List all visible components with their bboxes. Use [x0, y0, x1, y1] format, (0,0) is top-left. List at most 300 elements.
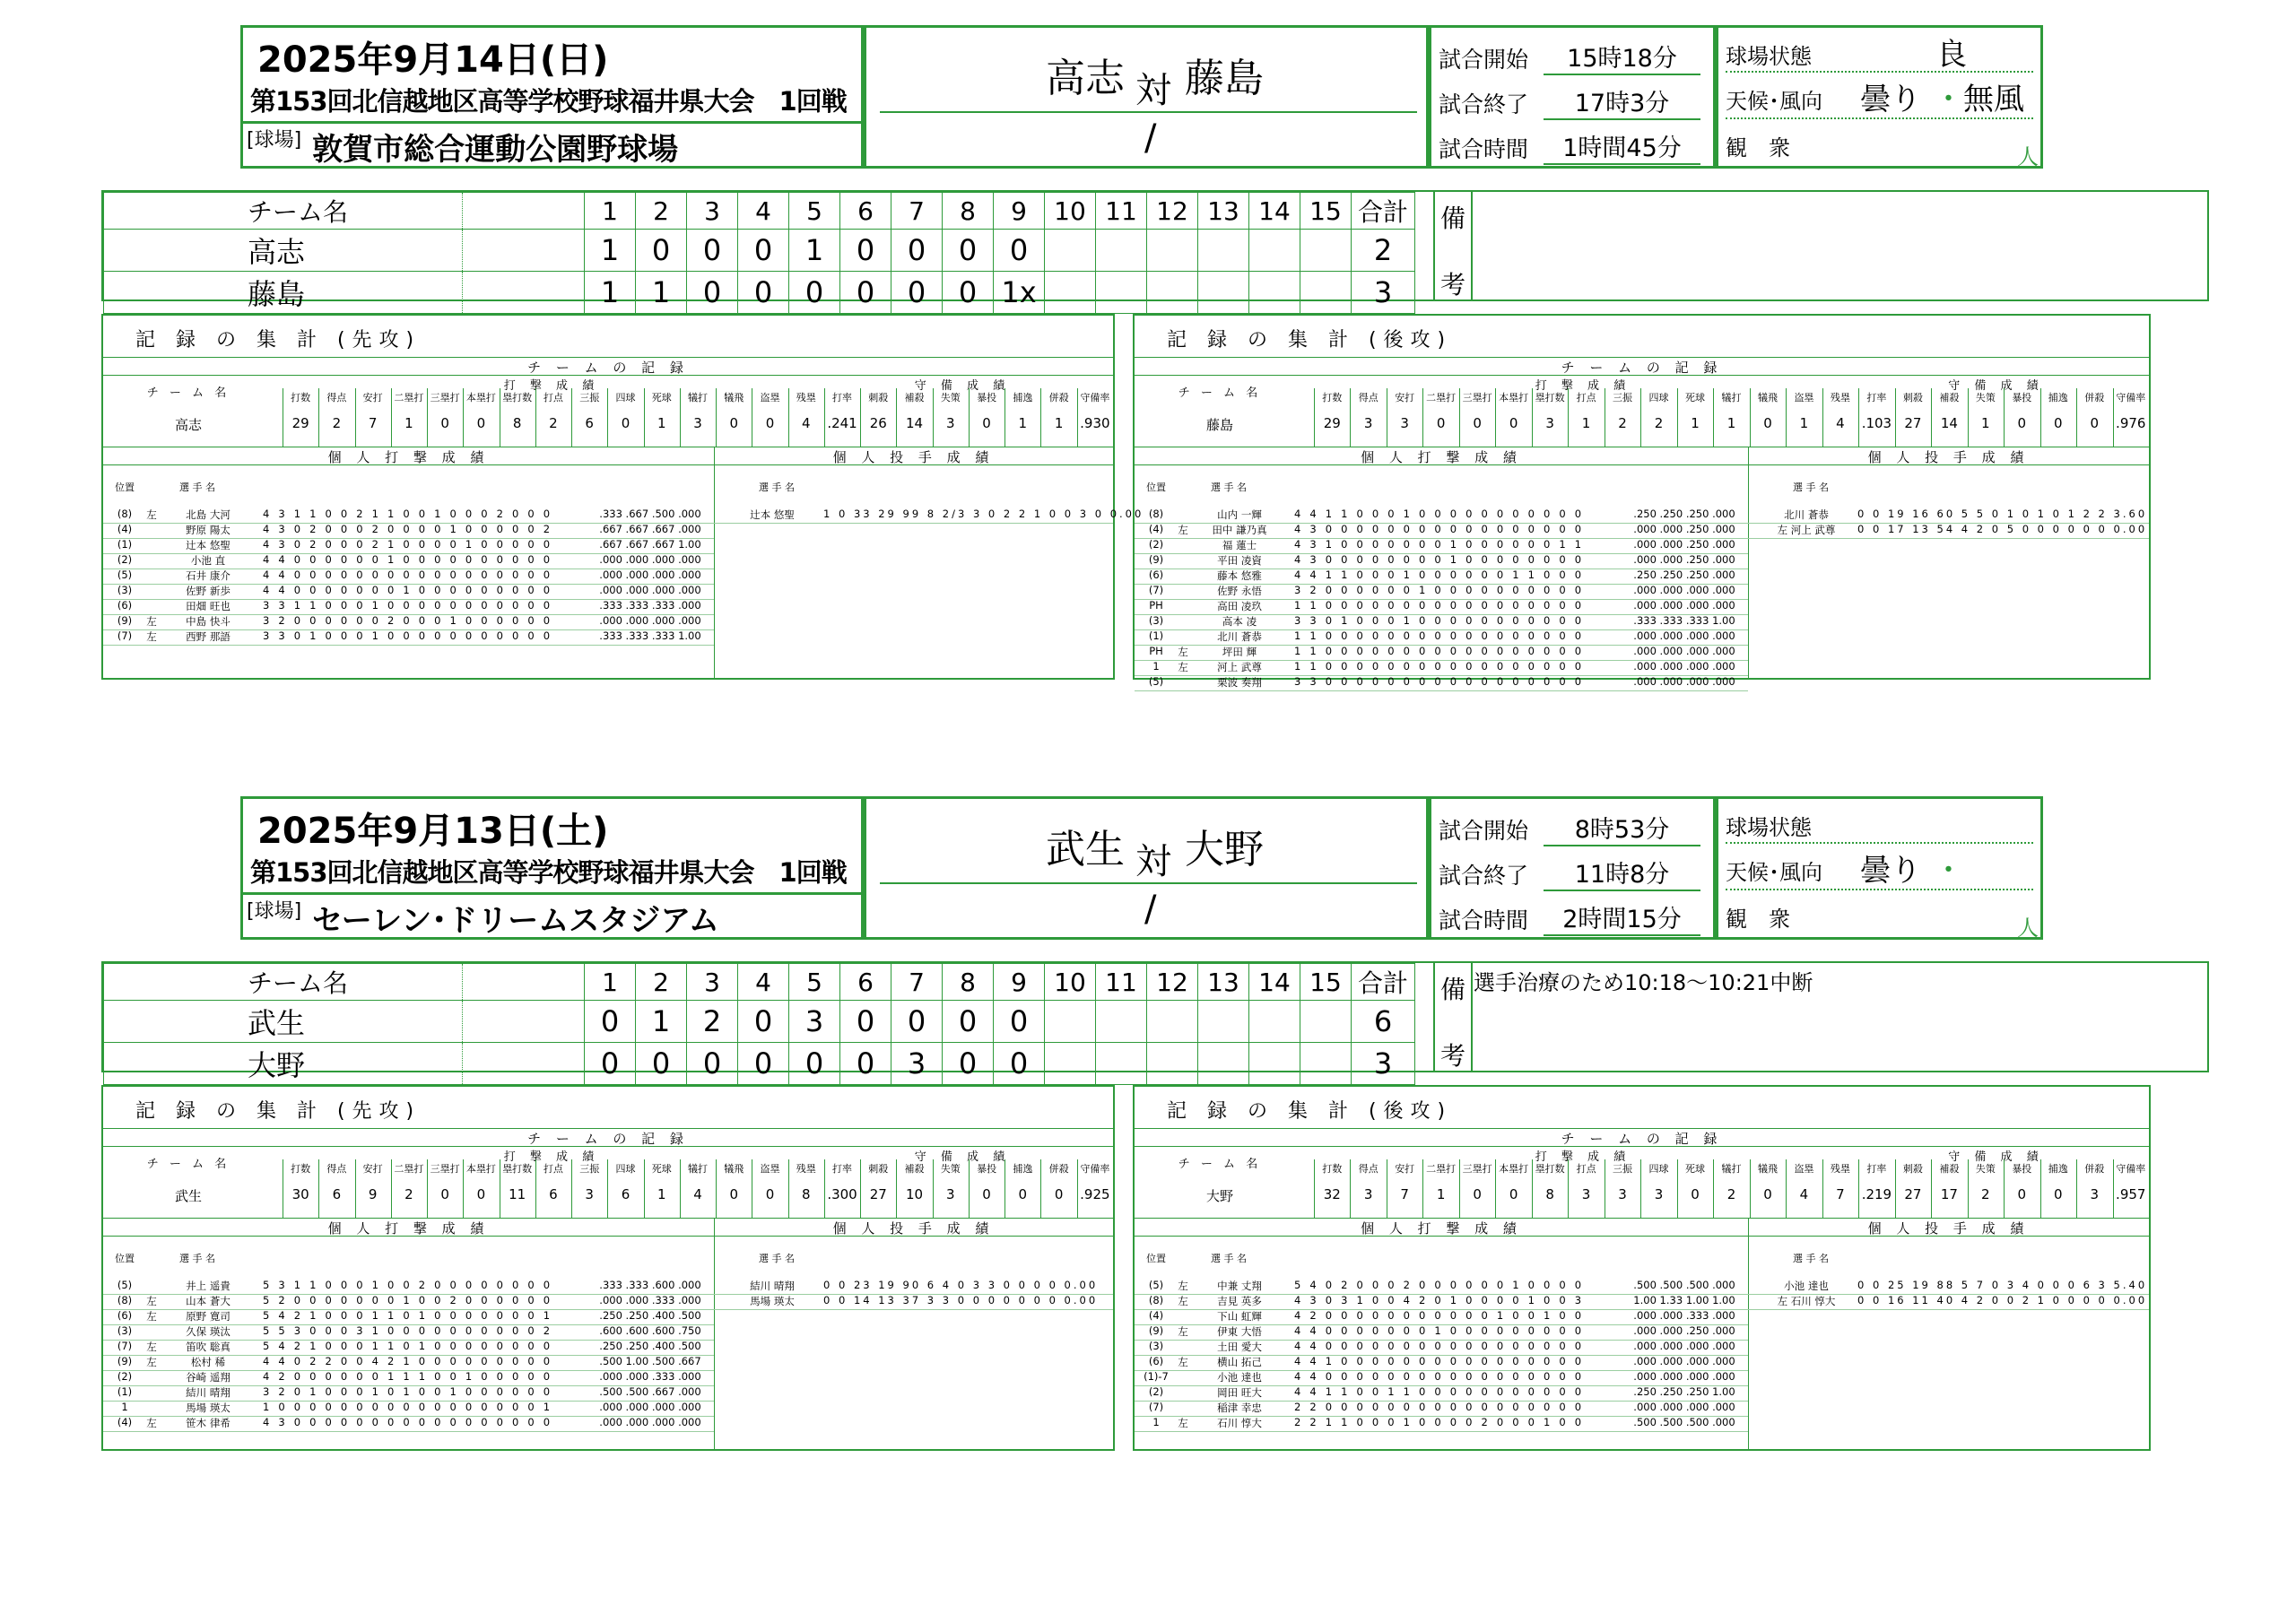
column-divider — [2004, 1159, 2005, 1219]
batter-stats: 4 3 0 0 0 0 0 0 0 0 0 0 0 0 0 0 0 0 0 — [1294, 523, 1585, 535]
individual-pitching-heading: 個 人 投 手 成 績 — [714, 447, 1113, 465]
team-b-name: 大野 — [1185, 827, 1264, 872]
batter-stats: 4 3 0 3 1 0 0 4 2 0 1 0 0 0 0 1 0 0 3 — [1294, 1294, 1585, 1306]
team-stat-col-label: 盗塁 — [1794, 1163, 1814, 1175]
team-record-heading: チ ー ム の 記 録 — [103, 1128, 1113, 1147]
batter-row — [1135, 660, 1748, 676]
batter-rates: .000 .000 .000 .000 — [1633, 1401, 1735, 1413]
team-stat-col-label: 併殺 — [1048, 392, 1069, 404]
batter-rates: .000 .000 .333 .000 — [599, 1370, 701, 1383]
team-stat-value: .957 — [2116, 1186, 2146, 1202]
inning-score: 0 — [943, 272, 994, 314]
team-stat-value: 3 — [946, 415, 955, 431]
batter-name: 石井 康介 — [186, 569, 230, 582]
slash-mark: / — [1144, 117, 1157, 159]
team-stat-value: 29 — [1323, 415, 1341, 431]
batter-rates: .333 .333 .333 1.00 — [599, 629, 701, 642]
batter-rates: .000 .000 .333 .000 — [599, 1294, 701, 1306]
team-record-block — [1135, 1146, 2149, 1219]
team-stat-col-label: 捕逸 — [2048, 392, 2068, 404]
total-score: 6 — [1352, 1001, 1415, 1043]
batter-hand: 左 — [146, 1341, 157, 1353]
batter-hand: 左 — [146, 615, 157, 628]
inning-header: 15 — [1300, 193, 1352, 230]
inning-score: 0 — [687, 230, 738, 272]
inning-score: 0 — [840, 230, 891, 272]
team-name-value: 高志 — [174, 417, 202, 433]
team-stat-col-label: 二塁打 — [1426, 392, 1457, 404]
batter-name: 田畑 旺也 — [186, 600, 230, 612]
inning-score: 0 — [891, 230, 943, 272]
team-stat-value: 8 — [1545, 1186, 1554, 1202]
team-stat-col-label: 打数 — [1322, 392, 1343, 404]
matchup-box — [864, 25, 1429, 169]
inning-score: 3 — [891, 1043, 943, 1085]
batter-name: 岡田 旺大 — [1217, 1386, 1262, 1399]
total-score: 3 — [1352, 272, 1415, 314]
stats-panel — [101, 314, 1144, 680]
batter-rates: .000 .000 .000 .000 — [1633, 629, 1735, 642]
team-stat-col-label: 補殺 — [904, 392, 925, 404]
team-stat-col-label: 併殺 — [1048, 1163, 1069, 1175]
column-divider — [1931, 1159, 1932, 1219]
team-stat-col-label: 守備率 — [1080, 392, 1110, 404]
batter-position: (9) — [1148, 553, 1164, 566]
pitcher-stats: 0 0 23 19 90 6 4 0 3 3 0 0 0 0 0.00 — [823, 1279, 1099, 1291]
inning-header: 2 — [636, 964, 687, 1001]
team-stat-value: 0 — [982, 415, 991, 431]
batter-name: 中島 快斗 — [186, 615, 230, 628]
column-divider — [1713, 1159, 1714, 1219]
batter-row — [103, 1416, 714, 1432]
crowd-row — [1726, 890, 2039, 941]
batter-name: 谷崎 遥翔 — [186, 1371, 230, 1384]
batter-name: 笹木 律希 — [186, 1417, 230, 1429]
crowd-label: 観 衆 — [1726, 907, 1790, 932]
batter-name: 北島 大河 — [186, 508, 230, 521]
team-stat-value: 29 — [291, 415, 309, 431]
batter-row — [1135, 1324, 1748, 1341]
column-divider — [716, 388, 717, 447]
venue-tag: [球場] — [247, 900, 302, 923]
divider — [880, 111, 1417, 113]
column-divider — [1459, 1159, 1460, 1219]
team-stat-col-label: 刺殺 — [1902, 1163, 1923, 1175]
inning-header: 6 — [840, 193, 891, 230]
batter-name: 辻本 悠聖 — [186, 539, 230, 551]
column-divider — [969, 388, 970, 447]
batter-row — [1135, 645, 1748, 661]
inning-score — [1249, 1043, 1300, 1085]
position-col-label: 位置 — [115, 482, 135, 493]
individual-batting-heading: 個 人 打 撃 成 績 — [1135, 1218, 1748, 1237]
column-divider — [1822, 1159, 1823, 1219]
batter-stats: 1 1 0 0 0 0 0 0 0 0 0 0 0 0 0 0 0 0 0 — [1294, 660, 1585, 673]
batter-name: 馬場 瑛太 — [186, 1402, 230, 1414]
column-divider — [1822, 388, 1823, 447]
batter-rates: .500 .500 .500 .000 — [1633, 1416, 1735, 1428]
batter-row — [1135, 523, 1748, 539]
batter-stats: 1 1 0 0 0 0 0 0 0 0 0 0 0 0 0 0 0 0 0 — [1294, 629, 1585, 642]
inning-score — [1249, 1001, 1300, 1043]
team-stat-col-label: 塁打数 — [502, 1163, 533, 1175]
column-divider — [2004, 388, 2005, 447]
column-divider — [1750, 388, 1751, 447]
inning-score — [1249, 230, 1300, 272]
team-stat-col-label: 犠飛 — [1757, 392, 1778, 404]
team-stat-value: .219 — [1861, 1186, 1892, 1202]
team-stat-value: 4 — [801, 415, 811, 431]
team-stat-value: 1 — [657, 415, 666, 431]
batter-stats: 4 4 1 1 0 0 0 1 0 0 0 0 0 0 0 0 0 0 0 — [1294, 508, 1585, 520]
team-stat-col-label: 打点 — [1576, 392, 1596, 404]
linescore-team-row — [104, 272, 1415, 314]
team-stat-value: 3 — [2090, 1186, 2100, 1202]
team-stat-value: .241 — [827, 415, 857, 431]
inning-score: 0 — [636, 1043, 687, 1085]
team-stat-col-label: 打数 — [1322, 1163, 1343, 1175]
team-b-name: 藤島 — [1185, 56, 1264, 101]
crowd-unit: 人 — [2017, 916, 2039, 941]
crowd-label: 観 衆 — [1726, 135, 1790, 161]
round-label: 1回戦 — [778, 86, 847, 117]
weather-row — [1726, 73, 2033, 119]
batter-name: 野原 陽太 — [186, 524, 230, 536]
batting-group-label: 打 撃 成 績 — [503, 379, 600, 393]
batter-position: (4) — [1148, 523, 1164, 535]
linescore-header-row — [104, 964, 1415, 1001]
spacer-cell — [463, 1043, 585, 1085]
team-stat-col-label: 守備率 — [2116, 392, 2146, 404]
batter-position: (8) — [117, 1294, 133, 1306]
inning-header: 14 — [1249, 193, 1300, 230]
column-divider — [1677, 388, 1678, 447]
team-name-value: 武生 — [174, 1188, 202, 1204]
team-stat-value: 0 — [1763, 1186, 1772, 1202]
inning-score: 1 — [585, 230, 636, 272]
team-stat-col-label: 補殺 — [1939, 1163, 1960, 1175]
team-stat-col-label: 刺殺 — [868, 1163, 889, 1175]
column-divider — [571, 1159, 572, 1219]
batter-name: 稲津 幸忠 — [1217, 1402, 1262, 1414]
pitcher-row — [714, 1279, 1113, 1295]
team-stat-col-label: 塁打数 — [1535, 392, 1565, 404]
batter-stats: 3 2 0 0 0 0 0 0 1 0 0 0 0 0 0 0 0 0 0 — [1294, 584, 1585, 596]
position-col-label: 位置 — [1146, 482, 1166, 493]
batter-position: (4) — [117, 523, 133, 535]
team-stat-value: 8 — [512, 415, 522, 431]
column-divider — [824, 1159, 825, 1219]
batter-position: (9) — [117, 614, 133, 627]
batter-row — [103, 538, 714, 554]
batter-rates: .500 .500 .500 .000 — [1633, 1279, 1735, 1291]
team-stat-col-label: 塁打数 — [1535, 1163, 1565, 1175]
column-divider — [535, 1159, 536, 1219]
batter-stats: 4 4 0 0 0 0 0 0 1 0 0 0 0 0 0 0 0 0 0 — [263, 553, 553, 566]
team-stat-value: 0 — [1018, 1186, 1028, 1202]
column-divider — [1004, 1159, 1005, 1219]
batter-rates: .000 .000 .250 .000 — [1633, 553, 1735, 566]
batter-name: 石川 惇大 — [1217, 1417, 1262, 1429]
column-divider — [1568, 388, 1569, 447]
time-value: 17時3分 — [1544, 83, 1700, 120]
team-stat-col-label: 捕逸 — [1013, 392, 1033, 404]
batter-name: 河上 武尊 — [1217, 661, 1262, 673]
team-stat-value: 0 — [1054, 1186, 1064, 1202]
inning-score — [1045, 230, 1096, 272]
batter-position: (5) — [1148, 675, 1164, 688]
pitcher-name: 左 河上 武尊 — [1777, 524, 1836, 536]
batter-position: (5) — [117, 568, 133, 581]
team-stat-value: 3 — [693, 415, 702, 431]
spacer-cell — [463, 193, 585, 230]
column-divider — [427, 388, 428, 447]
team-stat-value: 0 — [440, 1186, 449, 1202]
batter-row — [1135, 553, 1748, 569]
inning-score: 0 — [585, 1043, 636, 1085]
inning-score: 0 — [994, 1001, 1045, 1043]
wind-separator: ･ — [1941, 853, 1956, 889]
batter-position: (4) — [117, 1416, 133, 1428]
batter-position: (1) — [1148, 629, 1164, 642]
team-stat-value: .930 — [1080, 415, 1110, 431]
team-stat-col-label: 犠打 — [1721, 392, 1742, 404]
inning-header: 3 — [687, 193, 738, 230]
remarks-label — [1433, 963, 1473, 1071]
column-divider — [1495, 1159, 1496, 1219]
team-stat-value: 26 — [869, 415, 887, 431]
venue-line — [247, 125, 678, 169]
column-divider — [1350, 388, 1351, 447]
column-divider — [1640, 388, 1641, 447]
batter-position: (7) — [1148, 584, 1164, 596]
team-stat-col-label: 三振 — [579, 1163, 600, 1175]
team-record-block — [1135, 375, 2149, 447]
time-box — [1429, 25, 1716, 169]
batter-row — [103, 1279, 714, 1295]
batter-row — [103, 599, 714, 615]
team-stat-value: 1 — [1581, 415, 1591, 431]
batter-position: 1 — [1152, 1416, 1160, 1428]
team-stat-col-label: 残塁 — [1830, 1163, 1850, 1175]
linescore — [101, 190, 2209, 311]
column-divider — [860, 1159, 861, 1219]
batter-name: 小池 直 — [190, 554, 226, 567]
batter-position: (6) — [1148, 568, 1164, 581]
team-stat-value: 0 — [476, 415, 486, 431]
batter-rates: .500 1.00 .500 .667 — [599, 1355, 701, 1367]
batter-hand: 左 — [1178, 646, 1188, 658]
team-stat-col-label: 打点 — [543, 1163, 563, 1175]
game-header — [240, 25, 2070, 170]
pitcher-name: 辻本 悠聖 — [750, 508, 795, 521]
team-stat-col-label: 安打 — [1395, 392, 1415, 404]
inning-score: 1x — [994, 272, 1045, 314]
date-venue-box — [240, 25, 864, 169]
team-stat-col-label: 四球 — [615, 392, 636, 404]
team-stat-value: 1 — [1981, 415, 1990, 431]
column-divider — [607, 388, 608, 447]
conditions-box — [1716, 25, 2043, 169]
batter-stats: 5 5 3 0 0 0 3 1 0 0 0 0 0 0 0 0 0 0 2 — [263, 1324, 553, 1337]
player-col-label: 選 手 名 — [1211, 1253, 1247, 1264]
weather-value: 曇り — [1860, 853, 1921, 889]
batter-rates: .000 .000 .000 .000 — [1633, 1355, 1735, 1367]
batter-stats: 5 3 1 1 0 0 0 1 0 0 2 0 0 0 0 0 0 0 0 — [263, 1279, 553, 1291]
batter-rates: .000 .000 .250 .000 — [1633, 523, 1735, 535]
column-divider — [824, 388, 825, 447]
batter-position: (3) — [1148, 1340, 1164, 1352]
batting-group-label: 打 撃 成 績 — [1535, 379, 1631, 393]
batter-hand: 左 — [1178, 1356, 1188, 1368]
inning-score: 0 — [687, 1043, 738, 1085]
venue-tag: [球場] — [247, 129, 302, 152]
total-score: 3 — [1352, 1043, 1415, 1085]
inning-score: 0 — [687, 272, 738, 314]
batter-row — [103, 508, 714, 524]
divider — [880, 882, 1417, 884]
batter-row — [103, 1385, 714, 1402]
team-stat-value: 4 — [693, 1186, 702, 1202]
inning-header: 2 — [636, 193, 687, 230]
inning-score — [1045, 1001, 1096, 1043]
batter-stats: 5 2 0 0 0 0 0 0 0 1 0 0 2 0 0 0 0 0 0 — [263, 1294, 553, 1306]
wind-value: 無風 — [1963, 82, 2024, 117]
inning-score: 0 — [943, 1001, 994, 1043]
inning-score — [1045, 1043, 1096, 1085]
batter-rates: .333 .333 .600 .000 — [599, 1279, 701, 1291]
inning-score: 0 — [585, 1001, 636, 1043]
column-divider — [318, 388, 319, 447]
batter-row — [103, 1324, 714, 1341]
batter-row — [1135, 1355, 1748, 1371]
pitcher-name: 小池 達也 — [1784, 1280, 1829, 1292]
batter-rates: .000 .000 .000 .000 — [1633, 660, 1735, 673]
team-stat-value: 1 — [1018, 415, 1028, 431]
batter-rates: .000 .000 .000 .000 — [1633, 584, 1735, 596]
batter-row — [103, 1294, 714, 1310]
individual-pitching-heading: 個 人 投 手 成 績 — [1748, 447, 2149, 465]
team-stat-value: 3 — [585, 1186, 594, 1202]
team-stat-value: 0 — [982, 1186, 991, 1202]
team-stat-col-label: 三塁打 — [1462, 1163, 1492, 1175]
batter-position: (4) — [1148, 1309, 1164, 1322]
column-divider — [1314, 388, 1315, 447]
field-row — [1726, 30, 2033, 73]
column-divider — [2076, 1159, 2077, 1219]
column-divider — [716, 1159, 717, 1219]
team-stat-value: 0 — [729, 1186, 739, 1202]
pitcher-row — [1748, 523, 2149, 539]
column-divider — [607, 1159, 608, 1219]
batter-name: 藤本 悠雅 — [1217, 569, 1262, 582]
batter-rates: .000 .000 .000 .000 — [1633, 1370, 1735, 1383]
time-label: 試合終了 — [1439, 863, 1529, 889]
date-venue-box — [240, 796, 864, 940]
inning-score: 0 — [994, 230, 1045, 272]
batter-name: 福 蓮士 — [1222, 539, 1257, 551]
pitcher-stats: 0 0 25 19 88 5 7 0 3 4 0 0 0 6 3 5.40 — [1857, 1279, 2148, 1291]
tournament-line — [250, 853, 847, 890]
column-divider — [1040, 1159, 1041, 1219]
batter-position: (5) — [1148, 1279, 1164, 1291]
linescore — [101, 961, 2209, 1082]
venue-name: セーレン･ドリームスタジアム — [312, 903, 719, 939]
batter-name: 下山 虹輝 — [1217, 1310, 1262, 1323]
linescore-team-name: 大野 — [104, 1043, 463, 1085]
team-stat-value: 2 — [1981, 1186, 1990, 1202]
linescore-table — [103, 963, 1415, 1085]
inning-score: 0 — [789, 1043, 840, 1085]
weather-label: 天候･風向 — [1726, 89, 1822, 114]
pitcher-name: 左 石川 惇大 — [1777, 1295, 1836, 1307]
batter-name: 佐野 新歩 — [186, 585, 230, 597]
batter-row — [1135, 1309, 1748, 1325]
team-stat-col-label: 捕逸 — [1013, 1163, 1033, 1175]
individual-batting-heading: 個 人 打 撃 成 績 — [1135, 447, 1748, 465]
batter-hand: 左 — [1178, 524, 1188, 536]
batter-row — [1135, 1416, 1748, 1432]
inning-score: 0 — [840, 1043, 891, 1085]
inning-header: 5 — [789, 964, 840, 1001]
fielding-group-label: 守 備 成 績 — [1948, 379, 2044, 393]
batter-position: (1) — [117, 538, 133, 551]
remarks-char: 備 — [1439, 204, 1465, 233]
team-stat-value: 1 — [1726, 415, 1736, 431]
pitcher-name: 結川 晴翔 — [750, 1280, 795, 1292]
individual-header-row — [103, 464, 1113, 508]
spacer-cell — [463, 964, 585, 1001]
batter-name: 吉見 英多 — [1217, 1295, 1262, 1307]
batter-stats: 4 3 0 2 0 0 0 2 1 0 0 0 0 1 0 0 0 0 0 — [263, 538, 553, 551]
inning-header: 13 — [1198, 193, 1249, 230]
time-value: 1時間45分 — [1544, 128, 1700, 165]
column-divider — [2076, 388, 2077, 447]
batter-stats: 4 3 0 0 0 0 0 0 0 0 1 0 0 0 0 0 0 0 0 — [1294, 553, 1585, 566]
position-col-label: 位置 — [1146, 1253, 1166, 1264]
column-divider — [2040, 1159, 2041, 1219]
column-divider — [2113, 388, 2114, 447]
inning-header: 1 — [585, 193, 636, 230]
team-stat-col-label: 得点 — [1358, 1163, 1378, 1175]
team-stat-value: 11 — [509, 1186, 526, 1202]
team-stat-value: 0 — [2017, 1186, 2027, 1202]
inning-score — [1096, 1043, 1147, 1085]
team-stat-value: 1 — [1436, 1186, 1446, 1202]
column-divider — [1532, 1159, 1533, 1219]
column-divider — [644, 1159, 645, 1219]
batter-rates: .000 .000 .000 .000 — [1633, 1340, 1735, 1352]
batter-stats: 3 3 0 0 0 0 0 0 0 0 0 0 0 0 0 0 0 0 0 — [1294, 675, 1585, 688]
team-stat-col-label: 打率 — [1866, 1163, 1887, 1175]
inning-score — [1096, 272, 1147, 314]
weather-label: 天候･風向 — [1726, 860, 1822, 885]
batter-stats: 4 4 1 0 0 0 0 0 0 0 0 0 0 0 0 0 0 0 0 — [1294, 1355, 1585, 1367]
team-stat-col-label: 三振 — [579, 392, 600, 404]
team-name-header: チーム名 — [104, 193, 463, 230]
matchup-box — [864, 796, 1429, 940]
column-divider — [1532, 388, 1533, 447]
total-header: 合計 — [1352, 964, 1415, 1001]
time-label: 試合終了 — [1439, 91, 1529, 117]
inning-score: 1 — [636, 1001, 687, 1043]
column-divider — [571, 388, 572, 447]
individual-header-row — [103, 1236, 1113, 1280]
time-value: 8時53分 — [1544, 810, 1700, 846]
batter-rates: .000 .000 .000 .000 — [599, 614, 701, 627]
team-stat-col-label: 打点 — [543, 392, 563, 404]
team-stat-col-label: 本塁打 — [1499, 1163, 1529, 1175]
